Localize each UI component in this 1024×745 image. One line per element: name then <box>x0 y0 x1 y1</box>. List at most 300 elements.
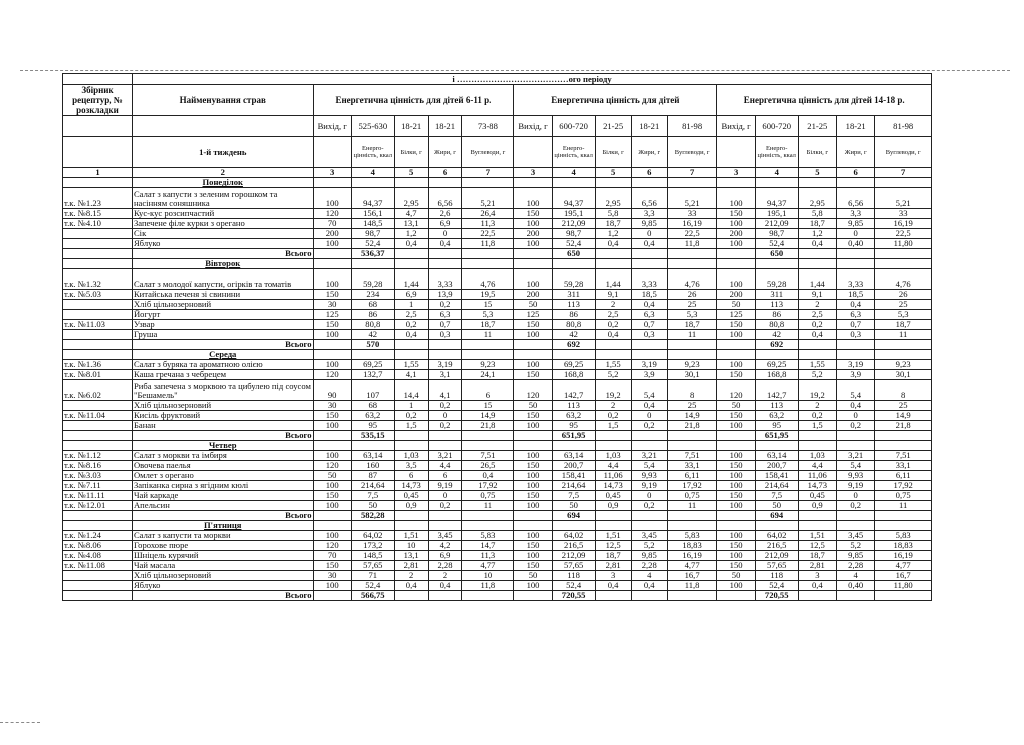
value-cell: 64,02 <box>755 531 798 541</box>
value-cell: 90 <box>313 380 351 401</box>
value-cell: 100 <box>514 531 552 541</box>
value-cell: 100 <box>717 531 755 541</box>
nutrient-header-cell: Енерго-цінність, ккал <box>755 137 798 168</box>
value-cell: 50 <box>717 571 755 581</box>
value-cell: 5,4 <box>837 380 875 401</box>
value-cell: 0,4 <box>462 471 514 481</box>
value-cell: 24,1 <box>462 370 514 380</box>
value-cell: 0 <box>428 411 462 421</box>
value-cell: 0,2 <box>595 320 631 330</box>
value-cell: 0,75 <box>462 491 514 501</box>
value-cell: 59,28 <box>552 269 595 290</box>
value-cell: 63,14 <box>351 451 394 461</box>
value-cell: 0 <box>428 229 462 239</box>
recipe-id-cell: т.к. №11.11 <box>63 491 133 501</box>
menu-table <box>62 73 932 601</box>
value-cell: 9,19 <box>428 481 462 491</box>
value-cell: 234 <box>351 290 394 300</box>
value-cell: 0 <box>837 229 875 239</box>
value-cell: 11 <box>667 501 717 511</box>
value-cell: 0 <box>428 491 462 501</box>
value-cell: 2 <box>394 571 428 581</box>
recipe-id-cell: т.к. №11.08 <box>63 561 133 571</box>
value-cell: 6 <box>462 380 514 401</box>
value-cell: 14,9 <box>667 411 717 421</box>
value-cell: 120 <box>313 541 351 551</box>
value-cell: 100 <box>717 239 755 249</box>
value-cell: 0,45 <box>798 491 836 501</box>
value-cell: 50 <box>351 501 394 511</box>
value-cell: 18,7 <box>462 320 514 330</box>
value-cell: 11,8 <box>667 239 717 249</box>
dish-name-cell: Салат з моркви та імбиря <box>132 451 313 461</box>
value-cell: 18,7 <box>667 320 717 330</box>
table-row <box>63 471 932 481</box>
value-cell: 94,37 <box>552 188 595 209</box>
value-cell: 13,9 <box>428 290 462 300</box>
value-cell: 15 <box>462 401 514 411</box>
value-cell: 21,8 <box>875 421 932 431</box>
value-cell: 0,4 <box>798 239 836 249</box>
value-cell: 87 <box>351 471 394 481</box>
value-cell: 100 <box>514 581 552 591</box>
day-title: П'ятниця <box>132 521 313 531</box>
value-cell: 16,19 <box>667 551 717 561</box>
value-cell: 0,75 <box>667 491 717 501</box>
value-cell: 212,09 <box>755 551 798 561</box>
value-cell: 100 <box>313 269 351 290</box>
nutrient-header-cell: Білки, г <box>394 137 428 168</box>
value-cell: 0,4 <box>798 330 836 340</box>
value-cell: 11,8 <box>462 581 514 591</box>
nutrient-header-cell: Вуглеводи, г <box>667 137 717 168</box>
value-cell: 3,21 <box>428 451 462 461</box>
value-cell: 0 <box>631 411 667 421</box>
value-cell: 0,2 <box>631 421 667 431</box>
recipe-id-cell <box>63 229 133 239</box>
value-cell: 100 <box>514 551 552 561</box>
value-cell: 3,3 <box>837 209 875 219</box>
value-cell: 19,5 <box>462 290 514 300</box>
value-cell: 100 <box>514 330 552 340</box>
value-cell: 2,95 <box>394 188 428 209</box>
dish-name-cell: Узвар <box>132 320 313 330</box>
value-cell: 118 <box>755 571 798 581</box>
value-cell: 26 <box>667 290 717 300</box>
value-cell: 0,2 <box>428 401 462 411</box>
value-cell: 0,40 <box>837 239 875 249</box>
value-cell: 100 <box>313 188 351 209</box>
value-cell: 100 <box>717 581 755 591</box>
column-number-cell: 3 <box>313 168 351 178</box>
value-cell: 11 <box>875 330 932 340</box>
value-cell: 1,03 <box>595 451 631 461</box>
value-cell: 3,9 <box>631 370 667 380</box>
day-title: Середа <box>132 350 313 360</box>
recipe-id-cell: т.к. №4.10 <box>63 219 133 229</box>
value-cell: 2,6 <box>428 209 462 219</box>
value-cell: 0,2 <box>798 320 836 330</box>
value-cell: 100 <box>717 360 755 370</box>
value-cell: 1,51 <box>798 531 836 541</box>
value-cell: 14,4 <box>394 380 428 401</box>
value-cell: 16,19 <box>667 219 717 229</box>
value-cell: 150 <box>717 411 755 421</box>
value-cell: 50 <box>313 471 351 481</box>
value-cell: 150 <box>717 209 755 219</box>
value-cell: 5,83 <box>875 531 932 541</box>
value-cell: 9,19 <box>631 481 667 491</box>
column-number-cell: 7 <box>462 168 514 178</box>
column-number-cell: 4 <box>755 168 798 178</box>
value-cell: 26 <box>875 290 932 300</box>
sub-header-cell: 21-25 <box>798 116 836 137</box>
dish-name-cell: Чай каркаде <box>132 491 313 501</box>
value-cell: 98,7 <box>552 229 595 239</box>
value-cell: 100 <box>514 481 552 491</box>
value-cell: 212,09 <box>552 219 595 229</box>
value-cell: 2 <box>595 300 631 310</box>
value-cell: 6 <box>394 471 428 481</box>
day-title: Понеділок <box>132 178 313 188</box>
group-header-11-14: Енергетична цінність для дітей <box>514 85 717 116</box>
value-cell: 22,5 <box>462 229 514 239</box>
value-cell: 4,4 <box>798 461 836 471</box>
dish-name-cell: Шніцель курячий <box>132 551 313 561</box>
value-cell: 0,2 <box>428 501 462 511</box>
group-header-6-11: Енергетична цінність для дітей 6-11 р. <box>313 85 514 116</box>
value-cell: 0,4 <box>428 239 462 249</box>
sub-header-cell: Вихід, г <box>514 116 552 137</box>
value-cell: 22,5 <box>667 229 717 239</box>
recipe-id-cell: т.к. №3.03 <box>63 471 133 481</box>
value-cell: 200 <box>514 290 552 300</box>
value-cell: 125 <box>313 310 351 320</box>
column-number-cell: 6 <box>631 168 667 178</box>
value-cell: 3,19 <box>837 360 875 370</box>
value-cell: 95 <box>351 421 394 431</box>
value-cell: 18,83 <box>875 541 932 551</box>
recipe-id-cell: т.к. №12.01 <box>63 501 133 511</box>
value-cell: 50 <box>717 300 755 310</box>
value-cell: 6,56 <box>837 188 875 209</box>
value-cell: 156,1 <box>351 209 394 219</box>
value-cell: 52,4 <box>351 581 394 591</box>
value-cell: 100 <box>717 330 755 340</box>
value-cell: 50 <box>514 300 552 310</box>
value-cell: 100 <box>717 188 755 209</box>
total-value: 651,95 <box>755 431 798 441</box>
total-value: 536,37 <box>351 249 394 259</box>
value-cell: 125 <box>514 310 552 320</box>
value-cell: 5,3 <box>462 310 514 320</box>
dish-name-cell: Запечене філе курки з орегано <box>132 219 313 229</box>
value-cell: 59,28 <box>351 269 394 290</box>
value-cell: 2 <box>428 571 462 581</box>
nutrient-header-cell: Білки, г <box>595 137 631 168</box>
value-cell: 17,92 <box>667 481 717 491</box>
column-number-cell: 3 <box>514 168 552 178</box>
value-cell: 14,73 <box>394 481 428 491</box>
dish-name-cell: Хліб цільнозерновий <box>132 571 313 581</box>
value-cell: 118 <box>552 571 595 581</box>
value-cell: 100 <box>313 239 351 249</box>
value-cell: 59,28 <box>755 269 798 290</box>
value-cell: 8 <box>875 380 932 401</box>
dish-name-cell: Запіканка сирна з ягідним кюлі <box>132 481 313 491</box>
value-cell: 98,7 <box>755 229 798 239</box>
value-cell: 2 <box>798 300 836 310</box>
value-cell: 0,7 <box>631 320 667 330</box>
value-cell: 12,5 <box>595 541 631 551</box>
value-cell: 0,2 <box>837 421 875 431</box>
recipe-id-cell <box>63 401 133 411</box>
value-cell: 120 <box>313 209 351 219</box>
table-row <box>63 451 932 461</box>
value-cell: 6,3 <box>428 310 462 320</box>
group-header-14-18: Енергетична цінність для дітей 14-18 р. <box>717 85 932 116</box>
value-cell: 80,8 <box>755 320 798 330</box>
value-cell: 14,73 <box>798 481 836 491</box>
value-cell: 1,5 <box>798 421 836 431</box>
value-cell: 9,1 <box>798 290 836 300</box>
value-cell: 4 <box>837 571 875 581</box>
scan-mark <box>0 722 40 723</box>
value-cell: 195,1 <box>552 209 595 219</box>
value-cell: 100 <box>717 219 755 229</box>
value-cell: 69,25 <box>552 360 595 370</box>
value-cell: 33,1 <box>667 461 717 471</box>
value-cell: 13,1 <box>394 219 428 229</box>
value-cell: 9,23 <box>875 360 932 370</box>
value-cell: 6,56 <box>631 188 667 209</box>
value-cell: 148,5 <box>351 551 394 561</box>
value-cell: 3 <box>798 571 836 581</box>
sub-header-cell: 21-25 <box>595 116 631 137</box>
column-number-cell: 2 <box>132 168 313 178</box>
value-cell: 52,4 <box>755 239 798 249</box>
sub-header-cell: 600-720 <box>755 116 798 137</box>
value-cell: 173,2 <box>351 541 394 551</box>
total-value: 720,55 <box>755 591 798 601</box>
value-cell: 0,4 <box>631 239 667 249</box>
value-cell: 158,41 <box>755 471 798 481</box>
value-cell: 7,51 <box>462 451 514 461</box>
value-cell: 2,95 <box>595 188 631 209</box>
dish-name-cell: Сік <box>132 229 313 239</box>
value-cell: 0 <box>837 411 875 421</box>
value-cell: 5,3 <box>667 310 717 320</box>
value-cell: 200,7 <box>552 461 595 471</box>
table-row <box>63 290 932 300</box>
value-cell: 7,51 <box>875 451 932 461</box>
recipe-id-cell: т.к. №4.08 <box>63 551 133 561</box>
table-row <box>63 300 932 310</box>
value-cell: 100 <box>514 451 552 461</box>
value-cell: 11,3 <box>462 219 514 229</box>
value-cell: 21,8 <box>667 421 717 431</box>
value-cell: 0,2 <box>428 421 462 431</box>
value-cell: 6,56 <box>428 188 462 209</box>
value-cell: 2,81 <box>798 561 836 571</box>
value-cell: 4,1 <box>394 370 428 380</box>
value-cell: 11 <box>462 501 514 511</box>
value-cell: 30 <box>313 300 351 310</box>
value-cell: 9,85 <box>631 551 667 561</box>
value-cell: 5,3 <box>875 310 932 320</box>
value-cell: 100 <box>717 421 755 431</box>
value-cell: 200 <box>313 229 351 239</box>
value-cell: 200 <box>514 229 552 239</box>
dish-name-cell: Салат з капусти з зеленим горошком та насінням соняшника <box>132 188 313 209</box>
total-value: 582,28 <box>351 511 394 521</box>
value-cell: 26,4 <box>462 209 514 219</box>
sub-header-cell: Вихід, г <box>717 116 755 137</box>
value-cell: 11 <box>462 330 514 340</box>
value-cell: 18,5 <box>631 290 667 300</box>
value-cell: 0,45 <box>394 491 428 501</box>
value-cell: 3,45 <box>631 531 667 541</box>
dish-name-cell: Банан <box>132 421 313 431</box>
value-cell: 9,19 <box>837 481 875 491</box>
dish-name-cell: Хліб цільнозерновий <box>132 401 313 411</box>
value-cell: 7,5 <box>351 491 394 501</box>
value-cell: 5,21 <box>667 188 717 209</box>
value-cell: 2,95 <box>798 188 836 209</box>
value-cell: 0,2 <box>798 411 836 421</box>
value-cell: 7,51 <box>667 451 717 461</box>
value-cell: 68 <box>351 300 394 310</box>
value-cell: 17,92 <box>462 481 514 491</box>
value-cell: 64,02 <box>552 531 595 541</box>
value-cell: 1,44 <box>394 269 428 290</box>
value-cell: 3,21 <box>631 451 667 461</box>
value-cell: 69,25 <box>351 360 394 370</box>
value-cell: 7,5 <box>552 491 595 501</box>
value-cell: 100 <box>717 471 755 481</box>
sub-header-cell: 525-630 <box>351 116 394 137</box>
value-cell: 3,19 <box>631 360 667 370</box>
value-cell: 14,73 <box>595 481 631 491</box>
dish-name-cell: Овочева паелья <box>132 461 313 471</box>
value-cell: 5,2 <box>631 541 667 551</box>
col-dish-name-header: Найменування страв <box>132 85 313 116</box>
nutrient-header-cell: Вуглеводи, г <box>875 137 932 168</box>
value-cell: 63,14 <box>755 451 798 461</box>
value-cell: 1,5 <box>394 421 428 431</box>
value-cell: 2,81 <box>595 561 631 571</box>
value-cell: 50 <box>717 401 755 411</box>
value-cell: 18,7 <box>595 551 631 561</box>
value-cell: 11,06 <box>595 471 631 481</box>
nutrient-header-cell: Жири, г <box>428 137 462 168</box>
value-cell: 11 <box>667 330 717 340</box>
table-row <box>63 209 932 219</box>
value-cell: 6,9 <box>428 219 462 229</box>
value-cell: 63,14 <box>552 451 595 461</box>
value-cell: 0,4 <box>428 581 462 591</box>
value-cell: 0,7 <box>837 320 875 330</box>
value-cell: 1,2 <box>798 229 836 239</box>
day-title: Вівторок <box>132 259 313 269</box>
value-cell: 3,45 <box>428 531 462 541</box>
value-cell: 100 <box>313 581 351 591</box>
value-cell: 150 <box>717 461 755 471</box>
value-cell: 1,03 <box>394 451 428 461</box>
value-cell: 150 <box>717 370 755 380</box>
table-row <box>63 370 932 380</box>
value-cell: 50 <box>514 401 552 411</box>
value-cell: 5,4 <box>631 461 667 471</box>
value-cell: 9,1 <box>595 290 631 300</box>
value-cell: 52,4 <box>552 239 595 249</box>
value-cell: 57,65 <box>755 561 798 571</box>
value-cell: 168,8 <box>755 370 798 380</box>
value-cell: 18,7 <box>595 219 631 229</box>
value-cell: 107 <box>351 380 394 401</box>
value-cell: 95 <box>552 421 595 431</box>
value-cell: 100 <box>717 451 755 461</box>
value-cell: 5,21 <box>462 188 514 209</box>
table-row <box>63 411 932 421</box>
dish-name-cell: Горохове пюре <box>132 541 313 551</box>
value-cell: 100 <box>514 360 552 370</box>
value-cell: 4,77 <box>462 561 514 571</box>
value-cell: 80,8 <box>351 320 394 330</box>
value-cell: 1,55 <box>798 360 836 370</box>
value-cell: 200 <box>717 229 755 239</box>
value-cell: 150 <box>717 320 755 330</box>
recipe-id-cell: т.к. №1.36 <box>63 360 133 370</box>
value-cell: 311 <box>552 290 595 300</box>
dish-name-cell: Яблуко <box>132 581 313 591</box>
dish-name-cell: Хліб цільнозерновий <box>132 300 313 310</box>
column-number-cell: 4 <box>552 168 595 178</box>
value-cell: 0,4 <box>631 300 667 310</box>
value-cell: 30 <box>313 571 351 581</box>
value-cell: 11,80 <box>875 581 932 591</box>
value-cell: 11,80 <box>875 239 932 249</box>
value-cell: 0,2 <box>394 411 428 421</box>
value-cell: 160 <box>351 461 394 471</box>
value-cell: 12,5 <box>798 541 836 551</box>
value-cell: 3,5 <box>394 461 428 471</box>
value-cell: 2,81 <box>394 561 428 571</box>
value-cell: 158,41 <box>552 471 595 481</box>
value-cell: 42 <box>552 330 595 340</box>
value-cell: 1,44 <box>595 269 631 290</box>
value-cell: 6,9 <box>394 290 428 300</box>
column-number-cell: 1 <box>63 168 133 178</box>
value-cell: 57,65 <box>552 561 595 571</box>
column-number-cell: 5 <box>798 168 836 178</box>
value-cell: 3 <box>595 571 631 581</box>
value-cell: 18,7 <box>875 320 932 330</box>
value-cell: 100 <box>313 360 351 370</box>
value-cell: 42 <box>351 330 394 340</box>
value-cell: 18,7 <box>798 219 836 229</box>
value-cell: 71 <box>351 571 394 581</box>
table-row <box>63 269 932 290</box>
value-cell: 0 <box>837 491 875 501</box>
value-cell: 19,2 <box>798 380 836 401</box>
value-cell: 150 <box>514 411 552 421</box>
value-cell: 16,19 <box>875 551 932 561</box>
menu-sheet <box>62 73 932 601</box>
value-cell: 113 <box>552 300 595 310</box>
recipe-id-cell: т.к. №1.24 <box>63 531 133 541</box>
value-cell: 0,2 <box>631 501 667 511</box>
